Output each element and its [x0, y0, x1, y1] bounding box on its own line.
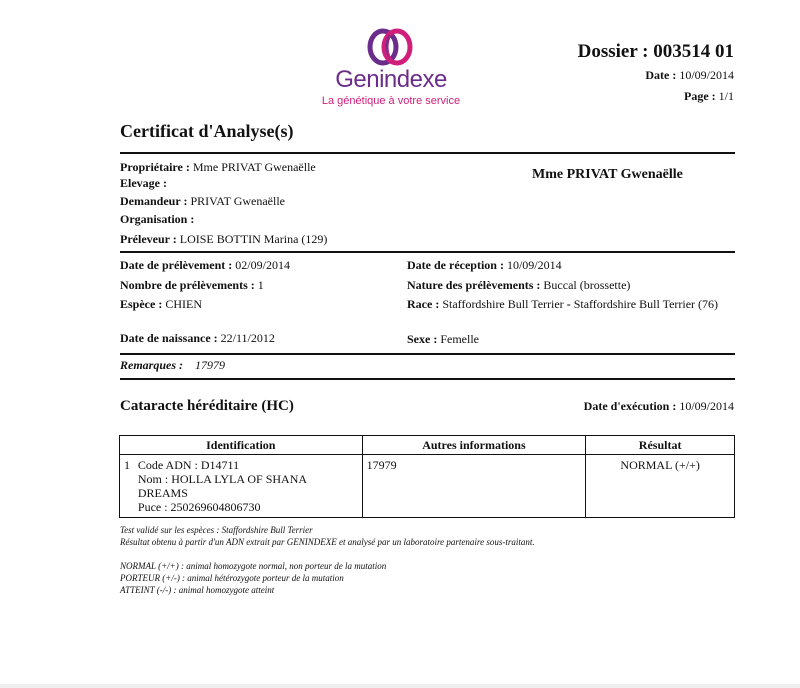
- espece-field: Espèce : CHIEN: [120, 297, 202, 311]
- document-date: Date : 10/09/2014: [645, 68, 734, 82]
- address-name: Mme PRIVAT Gwenaëlle: [532, 167, 683, 182]
- divider: [120, 152, 735, 154]
- column-header: Résultat: [586, 436, 735, 455]
- page-edge: [0, 684, 800, 688]
- dog-name: Nom : HOLLA LYLA OF SHANA DREAMS: [137, 472, 307, 500]
- divider: [120, 251, 735, 253]
- note-test-valide: Test validé sur les espèces : Staffordshire Bull Terrier: [120, 525, 313, 535]
- proprietaire-field: Propriétaire : Mme PRIVAT Gwenaëlle: [120, 160, 316, 174]
- column-header: Autres informations: [362, 436, 586, 455]
- table-header-row: [120, 436, 735, 455]
- brand-tagline: La génétique à votre service: [321, 95, 461, 107]
- demandeur-field: Demandeur : PRIVAT Gwenaëlle: [120, 194, 285, 208]
- divider: [120, 353, 735, 355]
- page-title: Certificat d'Analyse(s): [120, 121, 294, 141]
- race-field: Race : Staffordshire Bull Terrier - Staffordshire Bull Terrier (76): [407, 297, 719, 311]
- date-naissance-field: Date de naissance : 22/11/2012: [120, 331, 275, 345]
- legend-normal: NORMAL (+/+) : animal homozygote normal, non porteur de la mutation: [120, 561, 387, 571]
- puce-number: Puce : 250269604806730: [137, 500, 261, 514]
- results-table: [119, 435, 735, 518]
- page-number: Page : 1/1: [684, 89, 734, 103]
- nombre-prelevements-field: Nombre de prélèvements : 1: [120, 278, 264, 292]
- date-execution: Date d'exécution : 10/09/2014: [583, 399, 734, 413]
- autres-informations-cell: 17979: [362, 455, 586, 518]
- legend-porteur: PORTEUR (+/-) : animal hétérozygote porteur de la mutation: [120, 573, 344, 583]
- note-resultat-obtenu: Résultat obtenu à partir d'un ADN extrait par GENINDEXE et analysé par un laboratoire partenaire sous-traitant.: [120, 537, 535, 547]
- organisation-field: Organisation :: [120, 212, 195, 226]
- sexe-field: Sexe : Femelle: [407, 332, 479, 346]
- analysis-title: Cataracte héréditaire (HC): [120, 398, 294, 414]
- genindexe-logo-icon: [362, 26, 418, 68]
- dossier-number: Dossier : 003514 01: [577, 41, 734, 62]
- table-row: [120, 455, 735, 518]
- date-reception-field: Date de réception : 10/09/2014: [407, 258, 562, 272]
- resultat-cell: NORMAL (+/+): [586, 455, 735, 518]
- nature-prelevements-field: Nature des prélèvements : Buccal (brossette): [407, 278, 631, 292]
- preleveur-field: Préleveur : LOISE BOTTIN Marina (129): [120, 232, 328, 246]
- row-index: 1: [124, 458, 130, 472]
- date-prelevement-field: Date de prélèvement : 02/09/2014: [120, 258, 290, 272]
- elevage-field: Elevage :: [120, 176, 167, 190]
- divider: [120, 378, 735, 380]
- legend-atteint: ATTEINT (-/-) : animal homozygote atteint: [120, 585, 275, 595]
- brand-name: Genindexe: [335, 66, 447, 93]
- code-adn: Code ADN : D14711: [137, 458, 240, 472]
- column-header: Identification: [120, 436, 363, 455]
- remarques-field: Remarques : 17979: [120, 358, 225, 372]
- identification-cell: [120, 455, 363, 518]
